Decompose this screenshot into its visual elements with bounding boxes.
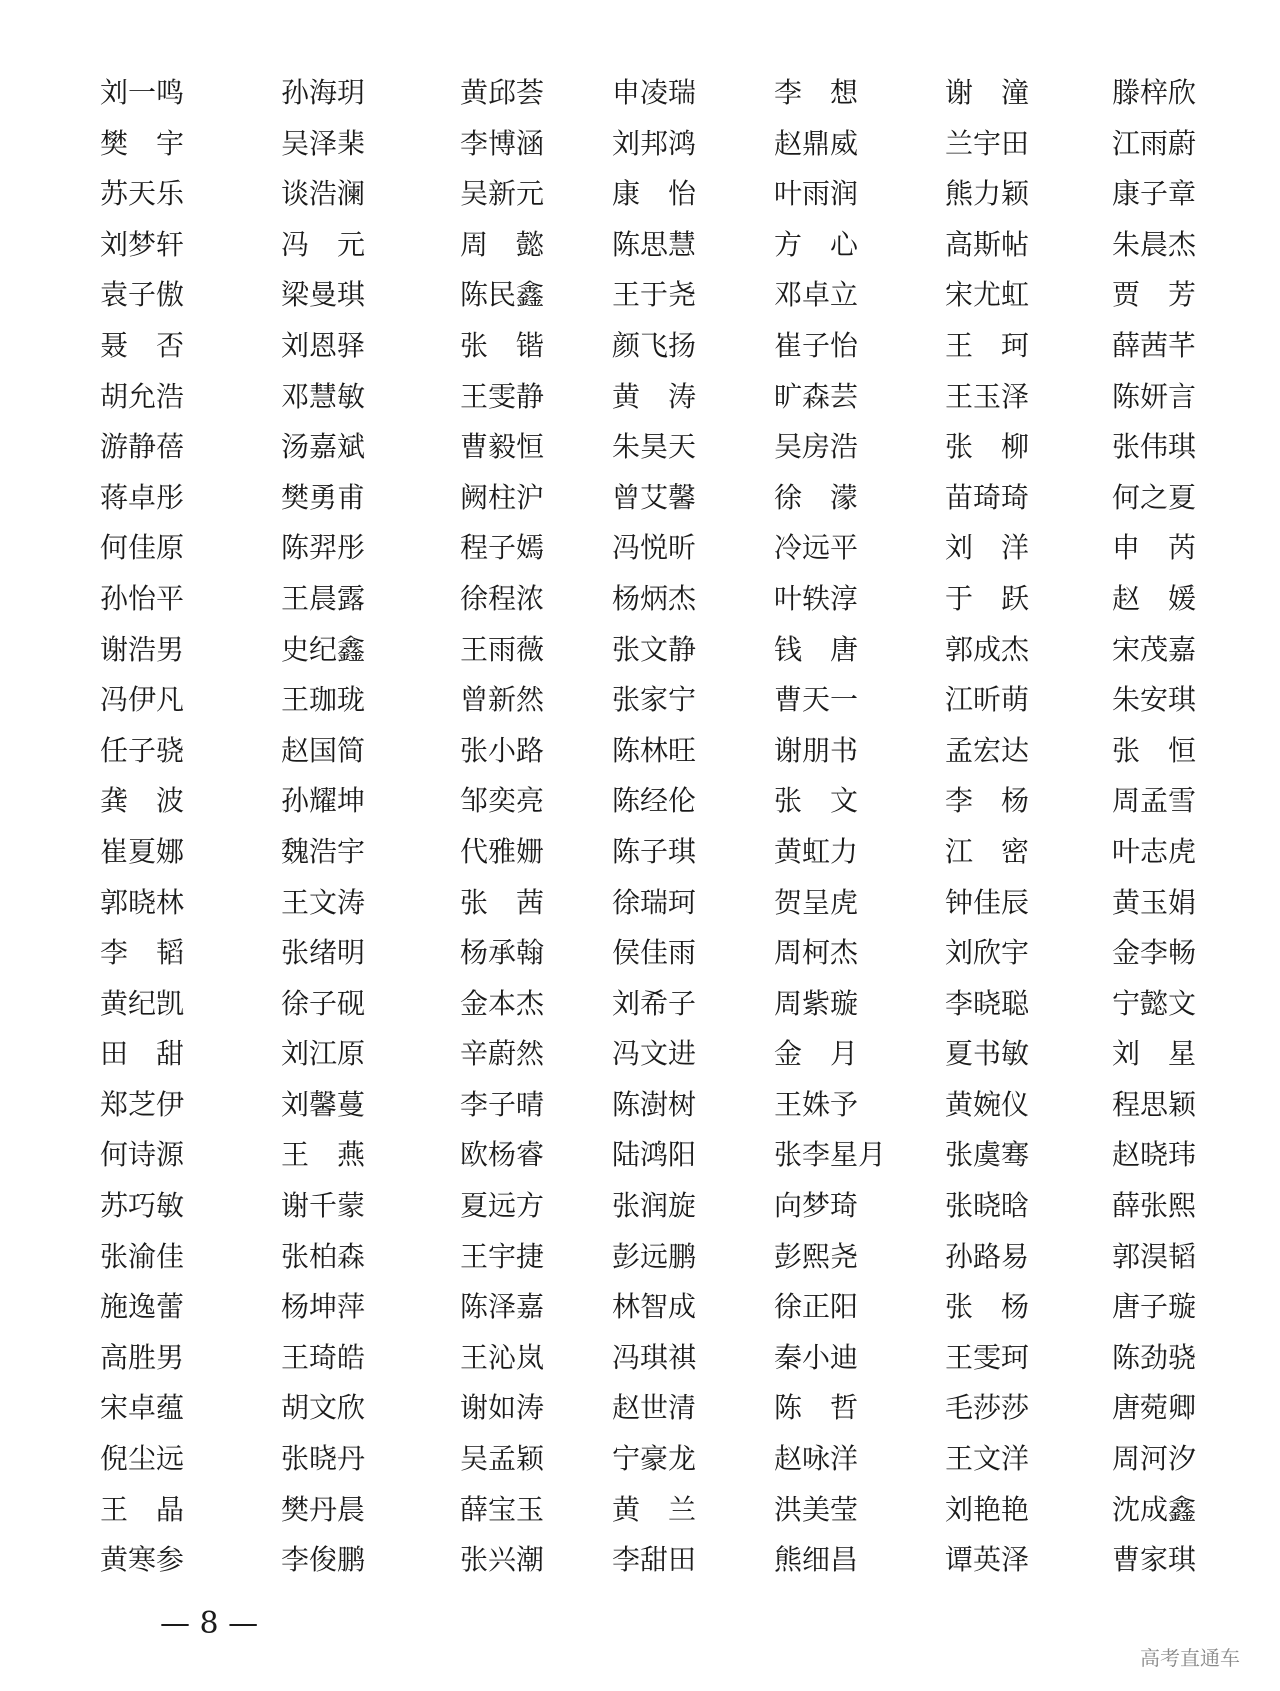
name-cell: 李俊鹏: [281, 1543, 366, 1577]
name-cell: 陈子琪: [612, 834, 697, 868]
name-cell: 倪尘远: [100, 1442, 185, 1476]
name-row: [0, 1181, 1280, 1232]
name-cell: 王雨薇: [460, 632, 545, 666]
name-row: [0, 776, 1280, 827]
name-row: [0, 1029, 1280, 1080]
name-cell: 杨坤萍: [281, 1290, 366, 1324]
name-cell: 苗琦琦: [945, 480, 1030, 514]
name-cell: 刘欣宇: [945, 936, 1030, 970]
name-cell: 王沁岚: [460, 1340, 545, 1374]
name-cell: 谭英泽: [945, 1543, 1030, 1577]
name-cell: 蒋卓彤: [100, 480, 185, 514]
name-cell: 张柏森: [281, 1239, 366, 1273]
name-cell: 贾 芳: [1112, 278, 1197, 312]
name-cell: 张 恒: [1112, 733, 1197, 767]
name-cell: 徐子砚: [281, 986, 366, 1020]
name-cell: 张晓晗: [945, 1189, 1030, 1223]
name-row: [0, 574, 1280, 625]
name-cell: 赵国简: [281, 733, 366, 767]
name-row: [0, 726, 1280, 777]
name-cell: 刘邦鸿: [612, 126, 697, 160]
name-row: [0, 1485, 1280, 1536]
name-cell: 颜飞扬: [612, 328, 697, 362]
name-cell: 周紫璇: [774, 986, 859, 1020]
name-cell: 毛莎莎: [945, 1391, 1030, 1425]
name-cell: 冯悦昕: [612, 531, 697, 565]
name-cell: 吴孟颖: [460, 1442, 545, 1476]
name-row: [0, 169, 1280, 220]
name-cell: 黄纪凯: [100, 986, 185, 1020]
name-cell: 钱 唐: [774, 632, 859, 666]
name-row: [0, 372, 1280, 423]
name-cell: 薛茜芊: [1112, 328, 1197, 362]
name-cell: 程子嫣: [460, 531, 545, 565]
name-cell: 欧杨睿: [460, 1138, 545, 1172]
name-cell: 张渝佳: [100, 1239, 185, 1273]
name-cell: 施逸蕾: [100, 1290, 185, 1324]
name-row: [0, 1232, 1280, 1283]
name-cell: 刘 星: [1112, 1037, 1197, 1071]
name-cell: 邓慧敏: [281, 379, 366, 413]
name-cell: 王宇捷: [460, 1239, 545, 1273]
name-row: [0, 928, 1280, 979]
name-cell: 魏浩宇: [281, 834, 366, 868]
name-cell: 邓卓立: [774, 278, 859, 312]
name-cell: 何之夏: [1112, 480, 1197, 514]
name-row: [0, 1383, 1280, 1434]
name-cell: 程思颖: [1112, 1087, 1197, 1121]
name-cell: 唐菀卿: [1112, 1391, 1197, 1425]
name-cell: 冯 元: [281, 227, 366, 261]
name-cell: 聂 否: [100, 328, 185, 362]
name-cell: 袁子傲: [100, 278, 185, 312]
name-cell: 崔夏娜: [100, 834, 185, 868]
name-row: [0, 827, 1280, 878]
name-cell: 李博涵: [460, 126, 545, 160]
name-cell: 李 韬: [100, 936, 185, 970]
name-cell: 刘希子: [612, 986, 697, 1020]
name-cell: 赵晓玮: [1112, 1138, 1197, 1172]
name-cell: 陆鸿阳: [612, 1138, 697, 1172]
name-cell: 周河汐: [1112, 1442, 1197, 1476]
name-cell: 旷森芸: [774, 379, 859, 413]
name-cell: 刘 洋: [945, 531, 1030, 565]
name-row: [0, 68, 1280, 119]
name-row: [0, 878, 1280, 929]
name-cell: 王琦皓: [281, 1340, 366, 1374]
name-cell: 熊力颖: [945, 177, 1030, 211]
watermark: 高考直通车: [1140, 1646, 1240, 1670]
name-cell: 兰宇田: [945, 126, 1030, 160]
name-row: [0, 473, 1280, 524]
name-row: [0, 220, 1280, 271]
name-cell: 申凌瑞: [612, 76, 697, 109]
name-cell: 周孟雪: [1112, 784, 1197, 818]
name-cell: 宋尤虹: [945, 278, 1030, 312]
name-cell: 金 月: [774, 1037, 859, 1071]
name-cell: 申 芮: [1112, 531, 1197, 565]
name-cell: 滕梓欣: [1112, 76, 1197, 109]
name-cell: 孟宏达: [945, 733, 1030, 767]
page-number: — 8 —: [160, 1606, 259, 1641]
name-cell: 张晓丹: [281, 1442, 366, 1476]
name-cell: 江昕萌: [945, 683, 1030, 717]
name-cell: 刘艳艳: [945, 1492, 1030, 1526]
name-cell: 叶轶淳: [774, 581, 859, 615]
name-cell: 孙路易: [945, 1239, 1030, 1273]
name-cell: 赵咏洋: [774, 1442, 859, 1476]
name-cell: 黄 涛: [612, 379, 697, 413]
name-cell: 贺呈虎: [774, 885, 859, 919]
name-cell: 王姝予: [774, 1087, 859, 1121]
name-row: [0, 1333, 1280, 1384]
name-cell: 樊丹晨: [281, 1492, 366, 1526]
name-cell: 刘恩驿: [281, 328, 366, 362]
name-cell: 王雯珂: [945, 1340, 1030, 1374]
name-cell: 樊勇甫: [281, 480, 366, 514]
name-cell: 金李畅: [1112, 936, 1197, 970]
name-cell: 张 锴: [460, 328, 545, 362]
name-cell: 孙怡平: [100, 581, 185, 615]
name-cell: 王雯静: [460, 379, 545, 413]
name-cell: 游静蓓: [100, 430, 185, 464]
name-cell: 王文涛: [281, 885, 366, 919]
name-cell: 吴房浩: [774, 430, 859, 464]
name-cell: 郭成杰: [945, 632, 1030, 666]
name-cell: 曹天一: [774, 683, 859, 717]
name-cell: 陈 哲: [774, 1391, 859, 1425]
name-cell: 谢千蒙: [281, 1189, 366, 1223]
name-cell: 龚 波: [100, 784, 185, 818]
name-cell: 陈思慧: [612, 227, 697, 261]
name-cell: 徐程浓: [460, 581, 545, 615]
name-row: [0, 270, 1280, 321]
name-cell: 黄婉仪: [945, 1087, 1030, 1121]
name-cell: 谢朋书: [774, 733, 859, 767]
name-cell: 江 密: [945, 834, 1030, 868]
name-cell: 陈泽嘉: [460, 1290, 545, 1324]
name-cell: 薛宝玉: [460, 1492, 545, 1526]
name-cell: 徐正阳: [774, 1290, 859, 1324]
name-cell: 于 跃: [945, 581, 1030, 615]
name-row: [0, 1080, 1280, 1131]
name-cell: 朱昊天: [612, 430, 697, 464]
name-cell: 邹奕亮: [460, 784, 545, 818]
name-cell: 高胜男: [100, 1340, 185, 1374]
name-cell: 孙海玥: [281, 76, 366, 109]
name-cell: 阙柱沪: [460, 480, 545, 514]
name-cell: 田 甜: [100, 1037, 185, 1071]
name-row: [0, 1434, 1280, 1485]
name-cell: 曾新然: [460, 683, 545, 717]
name-cell: 胡允浩: [100, 379, 185, 413]
name-cell: 曹毅恒: [460, 430, 545, 464]
name-cell: 李子晴: [460, 1087, 545, 1121]
name-cell: 陈民鑫: [460, 278, 545, 312]
name-cell: 陈劲骁: [1112, 1340, 1197, 1374]
name-cell: 江雨蔚: [1112, 126, 1197, 160]
name-cell: 熊细昌: [774, 1543, 859, 1577]
name-cell: 张李星月: [774, 1138, 887, 1172]
name-cell: 宁懿文: [1112, 986, 1197, 1020]
name-cell: 黄 兰: [612, 1492, 697, 1526]
name-cell: 张伟琪: [1112, 430, 1197, 464]
name-cell: 王文洋: [945, 1442, 1030, 1476]
name-cell: 郑芝伊: [100, 1087, 185, 1121]
name-cell: 何诗源: [100, 1138, 185, 1172]
name-cell: 朱安琪: [1112, 683, 1197, 717]
name-cell: 张小路: [460, 733, 545, 767]
name-cell: 王珈珑: [281, 683, 366, 717]
name-cell: 杨承翰: [460, 936, 545, 970]
name-cell: 孙耀坤: [281, 784, 366, 818]
name-cell: 任子骁: [100, 733, 185, 767]
name-cell: 张虞骞: [945, 1138, 1030, 1172]
name-cell: 苏天乐: [100, 177, 185, 211]
name-cell: 吴泽棐: [281, 126, 366, 160]
name-cell: 辛蔚然: [460, 1037, 545, 1071]
name-cell: 张 柳: [945, 430, 1030, 464]
name-row: [0, 625, 1280, 676]
name-cell: 胡文欣: [281, 1391, 366, 1425]
name-cell: 黄邱荟: [460, 76, 545, 109]
name-cell: 史纪鑫: [281, 632, 366, 666]
name-cell: 王 晶: [100, 1492, 185, 1526]
name-cell: 崔子怡: [774, 328, 859, 362]
name-cell: 陈羿彤: [281, 531, 366, 565]
name-cell: 王晨露: [281, 581, 366, 615]
name-cell: 钟佳辰: [945, 885, 1030, 919]
name-cell: 谢如涛: [460, 1391, 545, 1425]
name-cell: 宁豪龙: [612, 1442, 697, 1476]
name-cell: 李 想: [774, 76, 859, 109]
name-cell: 张绪明: [281, 936, 366, 970]
name-cell: 彭远鹏: [612, 1239, 697, 1273]
name-cell: 李甜田: [612, 1543, 697, 1577]
name-cell: 吴新元: [460, 177, 545, 211]
name-cell: 夏书敏: [945, 1037, 1030, 1071]
name-cell: 赵世清: [612, 1391, 697, 1425]
name-cell: 王于尧: [612, 278, 697, 312]
name-cell: 冯伊凡: [100, 683, 185, 717]
name-cell: 沈成鑫: [1112, 1492, 1197, 1526]
name-cell: 徐 濛: [774, 480, 859, 514]
name-cell: 苏巧敏: [100, 1189, 185, 1223]
name-row: [0, 979, 1280, 1030]
name-cell: 向梦琦: [774, 1189, 859, 1223]
name-cell: 王 珂: [945, 328, 1030, 362]
name-cell: 冷远平: [774, 531, 859, 565]
name-cell: 张 茜: [460, 885, 545, 919]
name-row: [0, 1535, 1280, 1586]
name-cell: 唐子璇: [1112, 1290, 1197, 1324]
name-cell: 李晓聪: [945, 986, 1030, 1020]
name-cell: 刘梦轩: [100, 227, 185, 261]
name-cell: 周柯杰: [774, 936, 859, 970]
name-cell: 冯琪祺: [612, 1340, 697, 1374]
name-row: [0, 523, 1280, 574]
name-cell: 黄玉娟: [1112, 885, 1197, 919]
name-cell: 王玉泽: [945, 379, 1030, 413]
name-row: [0, 422, 1280, 473]
name-cell: 赵 媛: [1112, 581, 1197, 615]
name-row: [0, 321, 1280, 372]
name-list: [0, 68, 1280, 1586]
name-cell: 张兴潮: [460, 1543, 545, 1577]
name-cell: 王 燕: [281, 1138, 366, 1172]
name-cell: 樊 宇: [100, 126, 185, 160]
name-cell: 张润旋: [612, 1189, 697, 1223]
name-cell: 何佳原: [100, 531, 185, 565]
name-cell: 叶雨润: [774, 177, 859, 211]
name-cell: 周 懿: [460, 227, 545, 261]
name-cell: 张家宁: [612, 683, 697, 717]
name-cell: 陈经伦: [612, 784, 697, 818]
name-row: [0, 119, 1280, 170]
name-cell: 汤嘉斌: [281, 430, 366, 464]
name-cell: 陈妍言: [1112, 379, 1197, 413]
name-row: [0, 675, 1280, 726]
name-cell: 杨炳杰: [612, 581, 697, 615]
name-cell: 代雅姗: [460, 834, 545, 868]
name-cell: 康子章: [1112, 177, 1197, 211]
name-cell: 朱晨杰: [1112, 227, 1197, 261]
name-cell: 林智成: [612, 1290, 697, 1324]
name-cell: 彭熙尧: [774, 1239, 859, 1273]
name-cell: 黄寒参: [100, 1543, 185, 1577]
name-cell: 陈澍树: [612, 1087, 697, 1121]
name-row: [0, 1282, 1280, 1333]
name-cell: 宋茂嘉: [1112, 632, 1197, 666]
name-cell: 叶志虎: [1112, 834, 1197, 868]
name-cell: 张 文: [774, 784, 859, 818]
name-cell: 李 杨: [945, 784, 1030, 818]
name-cell: 夏远方: [460, 1189, 545, 1223]
name-cell: 谢 潼: [945, 76, 1030, 109]
name-cell: 刘江原: [281, 1037, 366, 1071]
name-cell: 张 杨: [945, 1290, 1030, 1324]
name-cell: 高斯帖: [945, 227, 1030, 261]
name-cell: 冯文进: [612, 1037, 697, 1071]
name-cell: 秦小迪: [774, 1340, 859, 1374]
name-cell: 谈浩澜: [281, 177, 366, 211]
name-cell: 张文静: [612, 632, 697, 666]
name-cell: 刘馨蔓: [281, 1087, 366, 1121]
name-cell: 郭晓林: [100, 885, 185, 919]
name-cell: 薛张熙: [1112, 1189, 1197, 1223]
name-cell: 黄虹力: [774, 834, 859, 868]
name-cell: 梁曼琪: [281, 278, 366, 312]
name-cell: 曾艾馨: [612, 480, 697, 514]
name-cell: 曹家琪: [1112, 1543, 1197, 1577]
name-cell: 康 怡: [612, 177, 697, 211]
name-cell: 徐瑞珂: [612, 885, 697, 919]
name-cell: 刘一鸣: [100, 76, 185, 109]
name-cell: 方 心: [774, 227, 859, 261]
name-cell: 宋卓蕴: [100, 1391, 185, 1425]
name-cell: 郭淏韬: [1112, 1239, 1197, 1273]
name-cell: 侯佳雨: [612, 936, 697, 970]
name-cell: 金本杰: [460, 986, 545, 1020]
name-cell: 赵鼎威: [774, 126, 859, 160]
name-cell: 谢浩男: [100, 632, 185, 666]
name-cell: 洪美莹: [774, 1492, 859, 1526]
name-cell: 陈林旺: [612, 733, 697, 767]
name-row: [0, 1130, 1280, 1181]
